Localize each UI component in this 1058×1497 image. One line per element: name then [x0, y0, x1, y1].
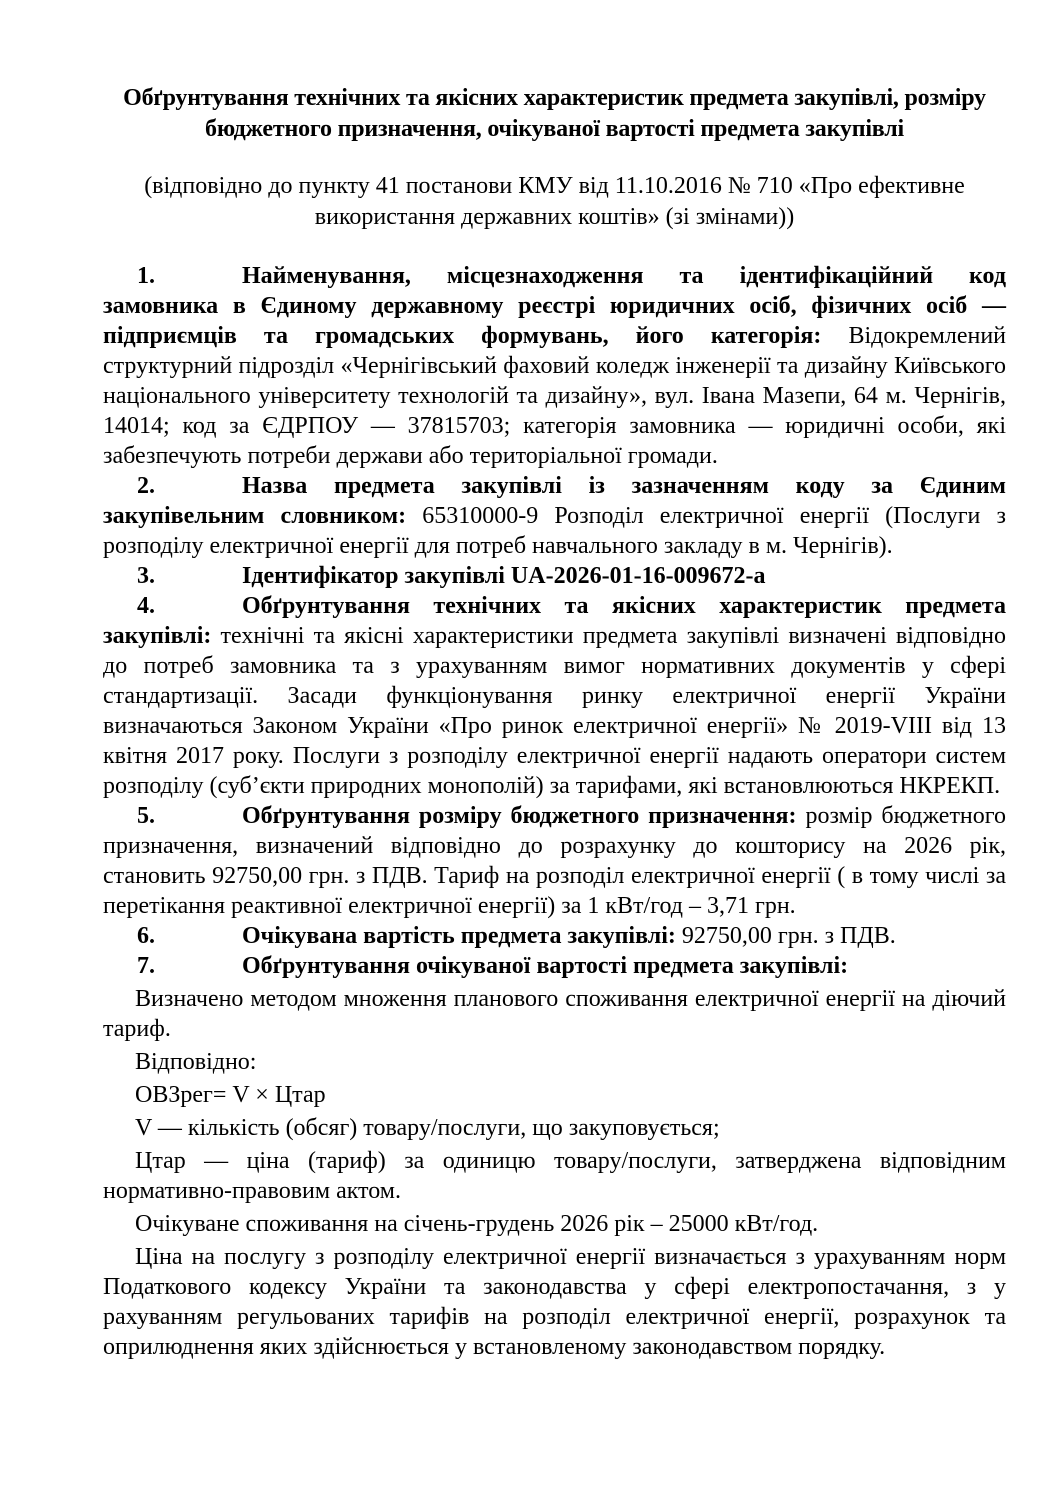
- item-3-number: 3.: [137, 563, 155, 589]
- document-subtitle: (відповідно до пункту 41 постанови КМУ від 11.10.2016 № 710 «Про ефективне використання державних коштів» (зі змінами)): [144, 173, 965, 230]
- numbered-item-7: [103, 951, 1006, 981]
- item-4-label: Обґрунтування технічних та якісних характеристик предмета закупівлі:: [103, 593, 1006, 649]
- numbered-item-3: [103, 561, 1006, 591]
- procurement-id: UA-2026-01-16-009672-a: [510, 563, 766, 589]
- document-content: [103, 83, 1006, 1362]
- item-7-label: Обґрунтування очікуваної вартості предмета закупівлі:: [242, 953, 849, 979]
- item-1-text: Відокремлений структурний підрозділ «Чернігівський фаховий коледж інженерії та дизайну Київського національного університету технологій та дизайну», вул. Івана Мазепи, 64 м. Чернігів, 14014; код за ЄДРПОУ — 37815703; категорія замовника — юридичні особи, які забезпечують потреби держави або територіальної громади.: [103, 323, 1007, 469]
- item-4-number: 4.: [137, 593, 155, 619]
- numbered-item-1: [103, 261, 1006, 471]
- item-4-text: технічні та якісні характеристики предмета закупівлі визначені відповідно до потреб замовника та з урахуванням вимог нормативних документів у сфері стандартизації. Засади функціонування ринку електричної енергії України визначаються Законом України «Про ринок електричної енергії» № 2019-VIII від 13 квітня 2017 року. Послуги з розподілу електричної енергії надають оператори систем розподілу (суб’єкти природних монополій) за тарифами, які встановлюються НКРЕКП.: [103, 623, 1007, 799]
- item-6-number: 6.: [137, 923, 155, 949]
- item-2-number: 2.: [137, 473, 155, 499]
- item-5-label: Обґрунтування розміру бюджетного призначення:: [242, 803, 797, 829]
- numbered-item-4: [103, 591, 1006, 801]
- numbered-item-5: [103, 801, 1006, 921]
- body-paragraph-formula: ОВЗрег= V × Цтар: [135, 1082, 326, 1108]
- item-6-label: Очікувана вартість предмета закупівлі:: [242, 923, 676, 949]
- numbered-item-2: [103, 471, 1006, 561]
- body-paragraph-price-regulation: Ціна на послугу з розподілу електричної енергії визначається з урахуванням норм Податкового кодексу України та законодавства у сфері електропостачання, з у рахуванням регульованих тарифів на розподіл електричної енергії, розрахунок та оприлюднення яких здійснюється у встановленому законодавством порядку.: [103, 1244, 1006, 1360]
- item-2-label: Назва предмета закупівлі із зазначенням коду за Єдиним закупівельним словником:: [103, 473, 1006, 529]
- item-3-label: Ідентифікатор закупівлі: [242, 563, 505, 589]
- item-1-label: Найменування, місцезнаходження та ідентифікаційний код замовника в Єдиному державному реєстрі юридичних осіб, фізичних осіб — підприємців та громадських формувань, його категорія:: [103, 263, 1006, 349]
- numbered-item-6: [103, 921, 1006, 951]
- item-5-number: 5.: [137, 803, 155, 829]
- body-paragraph-method: Визначено методом множення планового споживання електричної енергії на діючий тариф.: [103, 986, 1006, 1042]
- item-5-text: розмір бюджетного призначення, визначений відповідно до розрахунку до кошторису на 2026 рік, становить 92750,00 грн. з ПДВ. Тариф на розподіл електричної енергії ( в тому числі за перетікання реактивної електричної енергії) за 1 кВт/год – 3,71 грн.: [103, 803, 1007, 919]
- body-paragraph-accordingly: Відповідно:: [135, 1049, 257, 1075]
- body-paragraph-price-definition: Цтар — ціна (тариф) за одиницю товару/послуги, затверджена відповідним нормативно-правовим актом.: [103, 1148, 1006, 1204]
- body-paragraph-v-definition: V — кількість (обсяг) товару/послуги, що закуповується;: [135, 1115, 720, 1141]
- body-paragraph-expected-consumption: Очікуване споживання на січень-грудень 2026 рік – 25000 кВт/год.: [135, 1211, 819, 1237]
- item-7-number: 7.: [137, 953, 155, 979]
- item-6-text: 92750,00 грн. з ПДВ.: [681, 923, 896, 949]
- item-1-number: 1.: [137, 263, 155, 289]
- item-2-text: 65310000-9 Розподіл електричної енергії (Послуги з розподілу електричної енергії для потреб навчального закладу в м. Чернігів).: [103, 503, 1007, 559]
- document-title: Обґрунтування технічних та якісних характеристик предмета закупівлі, розміру бюджетного призначення, очікуваної вартості предмета закупівлі: [123, 85, 986, 142]
